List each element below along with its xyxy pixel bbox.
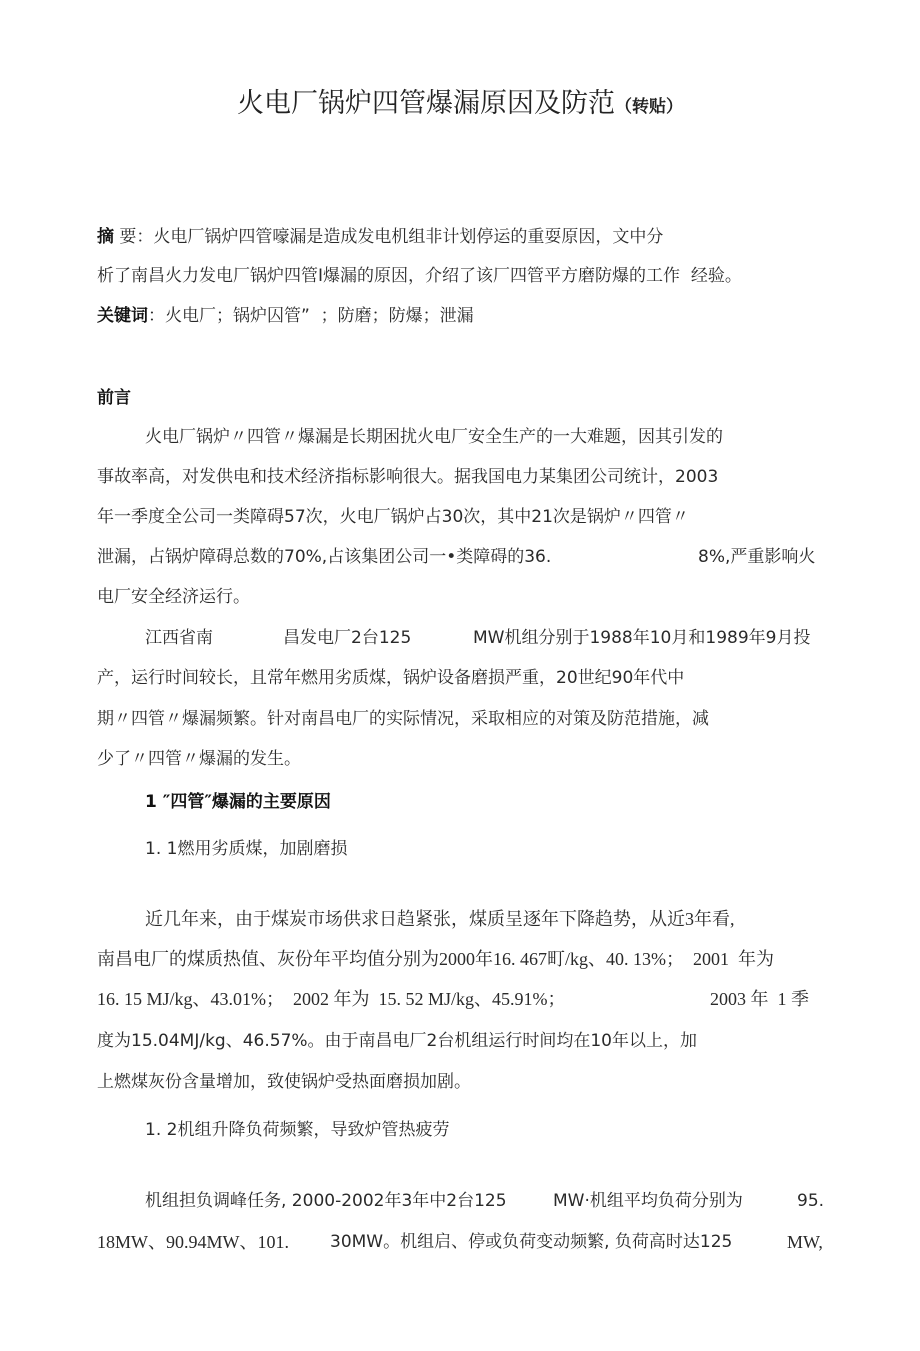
preface-p2-line-3: 期〃四管〃爆漏频繁。针对南昌电厂的实际情况，采取相应的对策及防范措施，减 [97, 709, 709, 729]
s11-line-1: 近几年来，由于煤炭市场供求日趋紧张，煤质呈逐年下降趋势，从近3年看, [145, 909, 735, 929]
s12-line-1a: 机组担负调峰任务, 2000-2002年3年中2台125 [145, 1191, 507, 1211]
title-suffix: （转贴） [615, 97, 683, 117]
preface-p1-line-4: 泄漏，占锅炉障碍总数的70%,占该集团公司一•类障碍的36. [97, 547, 552, 567]
s11-line-2: 南昌电厂的煤质热值、灰份年平均值分别为2000年16. 467町/kg、40. 13%； 2001 年为 [97, 949, 774, 969]
section-1-2-heading: 1. 2机组升降负荷频繁，导致炉管热疲劳 [145, 1120, 450, 1140]
preface-p1-line-3: 年一季度全公司一类障碍57次，火电厂锅炉占30次，其中21次是锅炉〃四管〃 [97, 507, 689, 527]
s12-line-1b: MW·机组平均负荷分别为 [553, 1191, 743, 1211]
preface-p2-line-1a: 江西省南 [145, 628, 213, 648]
abstract-label-2: 要 [119, 227, 137, 247]
preface-p1-line-2: 事故率高，对发供电和技术经济指标影响很大。据我国电力某集团公司统计，2003 [97, 467, 719, 487]
s11-line-4: 度为15.04MJ/kg、46.57%。由于南昌电厂2台机组运行时间均在10年以上，加 [97, 1031, 697, 1051]
s12-line-2b: 30MW。机组启、停或负荷变动频繁, 负荷高时达125 [330, 1232, 733, 1252]
abstract-text-1: ：火电厂锅炉四管嚎漏是造成发电机组非计划停运的重耍原因，文中分 [136, 227, 664, 247]
abstract-label: 摘 [97, 227, 114, 247]
abstract-line-2: 析了南昌火力发电厂锅炉四管I爆漏的原因，介绍了该厂四管平方磨防爆的工作 经验。 [97, 266, 742, 286]
s11-line-5: 上燃煤灰份含量增加，致使锅炉受热面磨损加剧。 [97, 1072, 471, 1092]
title-main: 火电厂锅炉四管爆漏原因及防范 [237, 88, 615, 119]
abstract-line-1 [97, 226, 663, 248]
keywords-line [97, 305, 474, 327]
s12-line-2c: MW, [787, 1232, 823, 1252]
preface-heading: 前言 [97, 388, 131, 408]
s11-line-3a: 16. 15 MJ/kg、43.01%； 2002 年为 15. 52 MJ/kg、45.91%； [97, 989, 566, 1009]
preface-p1-line-1: 火电厂锅炉〃四管〃爆漏是长期困扰火电厂安全生产的一大难题，因其引发的 [145, 427, 723, 447]
preface-p2-line-1c: MW机组分别于1988年10月和1989年9月投 [473, 628, 811, 648]
preface-p1-line-5: 电厂安全经济运行。 [97, 587, 250, 607]
s12-line-1c: 95. [797, 1191, 825, 1211]
preface-p2-line-4: 少了〃四管〃爆漏的发生。 [97, 749, 301, 769]
s11-line-3b: 2003 年 1 季 [710, 989, 809, 1009]
section-1-heading: 1 ″四管″爆漏的主要原因 [145, 792, 331, 812]
preface-p2-line-1b: 昌发电厂2台125 [283, 628, 412, 648]
keywords-text: ：火电厂；锅炉囚管” ；防磨；防爆；泄漏 [148, 306, 474, 326]
keywords-label: 关键词 [97, 306, 148, 326]
section-1-1-heading: 1. 1燃用劣质煤，加剧磨损 [145, 839, 348, 859]
preface-p1-line-4b: 8%,严重影响火 [698, 547, 816, 567]
s12-line-2a: 18MW、90.94MW、101. [97, 1232, 289, 1252]
document-title [0, 86, 920, 125]
preface-p2-line-2: 产，运行时间较长，且常年燃用劣质煤，锅炉设备磨损严重，20世纪90年代中 [97, 668, 685, 688]
